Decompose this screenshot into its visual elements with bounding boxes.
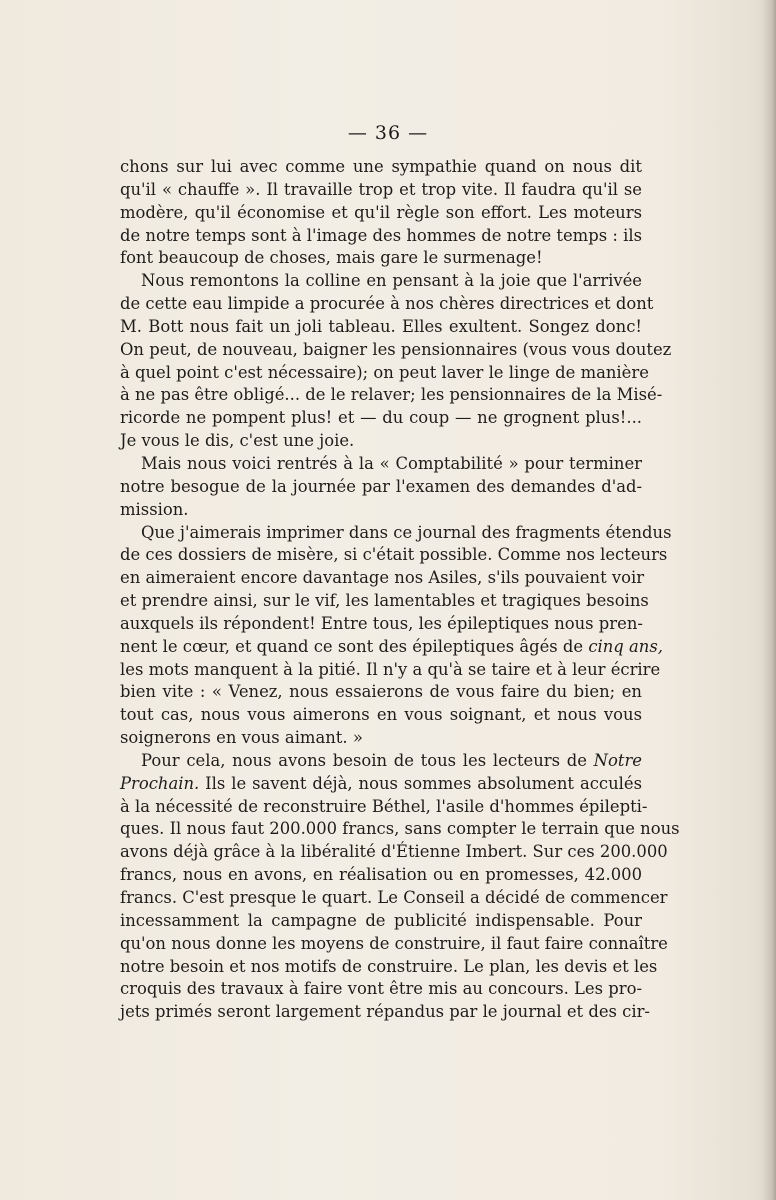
page-edge-shadow: [762, 0, 776, 1200]
text-line: [120, 544, 668, 567]
text-line: [120, 613, 642, 636]
text-line: [120, 453, 642, 476]
line-text: à quel point c'est nécessaire); on peut laver le linge de manière: [120, 362, 649, 382]
line-text: chons sur lui avec comme une sympathie quand on nous dit: [120, 157, 642, 176]
text-line: [120, 659, 661, 682]
text-line: [120, 818, 680, 841]
line-text: qu'il « chauffe ». Il travaille trop et trop vite. Il faudra qu'il se: [120, 179, 642, 199]
text-line: [120, 247, 642, 270]
italic-text: Prochain.: [120, 773, 200, 793]
text-line: [120, 430, 642, 453]
text-line: [120, 750, 642, 773]
line-text: ricorde ne pompent plus! et — du coup — ne grognent plus!...: [120, 408, 642, 428]
line-text: tout cas, nous vous aimerons en vous soignant, et nous vous: [120, 705, 642, 725]
text-line: [120, 270, 642, 293]
line-text: avons déjà grâce à la libéralité d'Étienne Imbert. Sur ces 200.000: [120, 842, 668, 862]
line-text: et prendre ainsi, sur le vif, les lamentables et tragiques besoins: [120, 591, 649, 611]
text-line: [120, 179, 642, 202]
line-text: francs, nous en avons, en réalisation ou en promesses, 42.000: [120, 865, 642, 885]
line-text: qu'on nous donne les moyens de construire, il faut faire connaître: [120, 933, 668, 953]
text-line: [120, 225, 642, 248]
italic-text: cinq ans,: [588, 636, 663, 656]
italic-text: Notre: [593, 750, 642, 770]
line-text: Je vous le dis, c'est une joie.: [120, 431, 355, 451]
line-text: de ces dossiers de misère, si c'était possible. Comme nos lecteurs: [120, 545, 668, 565]
line-text: jets primés seront largement répandus par le journal et des cir-: [120, 1002, 650, 1022]
text-line: [120, 1001, 650, 1024]
line-text: auxquels ils répondent! Entre tous, les épileptiques nous pren-: [120, 613, 643, 633]
line-text: Que j'aimerais imprimer dans ce journal des fragments étendus: [141, 522, 672, 542]
text-line: [120, 567, 645, 590]
text-line: [120, 522, 672, 545]
line-text: en aimeraient encore davantage nos Asiles, s'ils pouvaient voir: [120, 568, 645, 588]
text-line: [120, 978, 642, 1001]
text-line: [120, 384, 663, 407]
line-text: Ils le savent déjà, nous sommes absolument acculés: [199, 773, 642, 793]
text-line: [120, 704, 642, 727]
text-line: [120, 499, 642, 522]
line-text: notre besogue de la journée par l'examen des demandes d'ad-: [120, 476, 642, 496]
line-text: font beaucoup de choses, mais gare le surmenage!: [120, 248, 543, 268]
line-text: On peut, de nouveau, baigner les pensionnaires (vous vous doutez: [120, 339, 672, 359]
line-text: de notre temps sont à l'image des hommes de notre temps : ils: [120, 225, 642, 245]
text-line: [120, 339, 672, 362]
line-text: modère, qu'il économise et qu'il règle son effort. Les moteurs: [120, 202, 642, 222]
line-text: Mais nous voici rentrés à la « Comptabilité » pour terminer: [141, 453, 642, 473]
page-number: — 36 —: [347, 122, 429, 144]
line-text: de cette eau limpide a procurée à nos chères directrices et dont: [120, 294, 654, 314]
text-line: [120, 293, 654, 316]
line-text: Nous remontons la colline en pensant à la joie que l'arrivée: [141, 271, 642, 291]
text-line: [120, 362, 649, 385]
text-line: [120, 316, 642, 339]
text-line: [120, 156, 642, 179]
line-text: à la nécessité de reconstruire Béthel, l'asile d'hommes épilepti-: [120, 796, 648, 816]
line-text: Pour cela, nous avons besoin de tous les lecteurs de: [141, 750, 594, 770]
line-text: soignerons en vous aimant. »: [120, 728, 363, 748]
line-text: nent le cœur, et quand ce sont des épileptiques âgés de: [120, 636, 589, 656]
text-line: [120, 727, 642, 750]
line-text: M. Bott nous fait un joli tableau. Elles exultent. Songez donc!: [120, 316, 642, 336]
line-text: francs. C'est presque le quart. Le Conseil a décidé de commencer: [120, 888, 668, 907]
text-line: [120, 636, 663, 659]
line-text: mission.: [120, 499, 189, 519]
text-line: [120, 202, 642, 225]
line-text: ques. Il nous faut 200.000 francs, sans compter le terrain que nous: [120, 819, 680, 839]
text-line: [120, 476, 642, 499]
text-line: [120, 796, 648, 819]
text-line: [120, 933, 668, 956]
text-line: [120, 887, 668, 910]
text-line: [120, 590, 649, 613]
text-line: [120, 773, 642, 796]
line-text: notre besoin et nos motifs de construire. Le plan, les devis et les: [120, 956, 658, 976]
line-text: à ne pas être obligé... de le relaver; les pensionnaires de la Misé-: [120, 385, 663, 405]
text-line: [120, 956, 658, 979]
body-text: [120, 156, 680, 1024]
text-line: [120, 841, 668, 864]
line-text: croquis des travaux à faire vont être mis au concours. Les pro-: [120, 979, 642, 999]
line-text: bien vite : « Venez, nous essaierons de vous faire du bien; en: [120, 682, 642, 702]
text-line: [120, 407, 642, 430]
line-text: les mots manquent à la pitié. Il n'y a qu'à se taire et à leur écrire: [120, 659, 661, 679]
text-line: [120, 910, 642, 933]
text-line: [120, 864, 642, 887]
text-line: [120, 681, 642, 704]
line-text: incessamment la campagne de publicité indispensable. Pour: [120, 910, 642, 930]
